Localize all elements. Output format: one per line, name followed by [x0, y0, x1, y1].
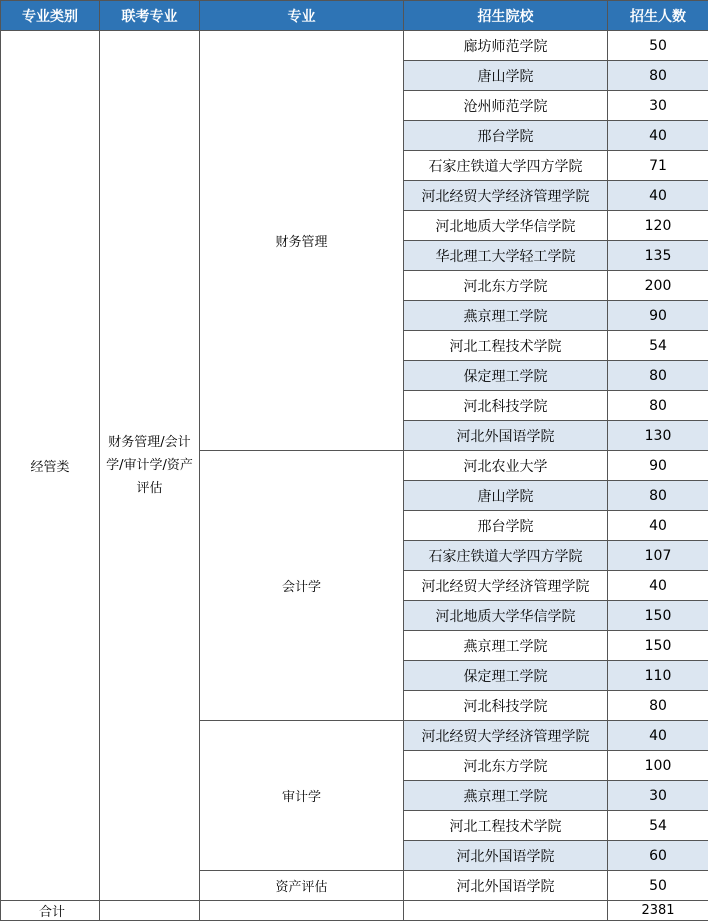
count-cell: 60: [608, 841, 708, 871]
major-cell: 资产评估: [200, 871, 404, 901]
school-cell: 河北外国语学院: [404, 841, 608, 871]
school-cell: 河北地质大学华信学院: [404, 601, 608, 631]
school-cell: 河北经贸大学经济管理学院: [404, 181, 608, 211]
header-exam-major: 联考专业: [100, 1, 200, 31]
total-row: [1, 901, 708, 921]
school-cell: 石家庄铁道大学四方学院: [404, 541, 608, 571]
school-cell: 邢台学院: [404, 511, 608, 541]
count-cell: 30: [608, 781, 708, 811]
school-cell: 华北理工大学轻工学院: [404, 241, 608, 271]
school-cell: 河北科技学院: [404, 391, 608, 421]
school-cell: 河北经贸大学经济管理学院: [404, 571, 608, 601]
school-cell: 燕京理工学院: [404, 301, 608, 331]
header-count: 招生人数: [608, 1, 708, 31]
major-cell: 财务管理: [200, 31, 404, 451]
total-empty-cell: [404, 901, 608, 921]
count-cell: 40: [608, 121, 708, 151]
count-cell: 50: [608, 31, 708, 61]
header-category: 专业类别: [1, 1, 100, 31]
school-cell: 廊坊师范学院: [404, 31, 608, 61]
count-cell: 54: [608, 331, 708, 361]
count-cell: 80: [608, 61, 708, 91]
major-cell: 审计学: [200, 721, 404, 871]
count-cell: 200: [608, 271, 708, 301]
school-cell: 邢台学院: [404, 121, 608, 151]
school-cell: 河北外国语学院: [404, 421, 608, 451]
school-cell: 河北东方学院: [404, 751, 608, 781]
exam-major-cell: [100, 31, 200, 901]
school-cell: 唐山学院: [404, 61, 608, 91]
count-cell: 80: [608, 481, 708, 511]
total-empty-cell: [200, 901, 404, 921]
count-cell: 40: [608, 181, 708, 211]
header-school: 招生院校: [404, 1, 608, 31]
school-cell: 河北科技学院: [404, 691, 608, 721]
count-cell: 40: [608, 571, 708, 601]
count-cell: 80: [608, 361, 708, 391]
count-cell: 50: [608, 871, 708, 901]
count-cell: 110: [608, 661, 708, 691]
count-cell: 30: [608, 91, 708, 121]
count-cell: 80: [608, 691, 708, 721]
school-cell: 燕京理工学院: [404, 631, 608, 661]
count-cell: 40: [608, 721, 708, 751]
category-cell: 经管类: [1, 31, 100, 901]
school-cell: 河北经贸大学经济管理学院: [404, 721, 608, 751]
count-cell: 107: [608, 541, 708, 571]
school-cell: 石家庄铁道大学四方学院: [404, 151, 608, 181]
count-cell: 80: [608, 391, 708, 421]
school-cell: 保定理工学院: [404, 661, 608, 691]
count-cell: 54: [608, 811, 708, 841]
school-cell: 河北外国语学院: [404, 871, 608, 901]
count-cell: 90: [608, 301, 708, 331]
school-cell: 沧州师范学院: [404, 91, 608, 121]
count-cell: 130: [608, 421, 708, 451]
school-cell: 河北地质大学华信学院: [404, 211, 608, 241]
count-cell: 120: [608, 211, 708, 241]
count-cell: 100: [608, 751, 708, 781]
header-major: 专业: [200, 1, 404, 31]
total-empty-cell: [100, 901, 200, 921]
header-row: [1, 1, 708, 31]
count-cell: 40: [608, 511, 708, 541]
count-cell: 135: [608, 241, 708, 271]
total-label: 合计: [1, 901, 100, 921]
table-row: [1, 31, 708, 61]
count-cell: 150: [608, 601, 708, 631]
school-cell: 河北农业大学: [404, 451, 608, 481]
school-cell: 河北工程技术学院: [404, 331, 608, 361]
school-cell: 保定理工学院: [404, 361, 608, 391]
major-cell: 会计学: [200, 451, 404, 721]
exam-major-text: 财务管理/会计学/审计学/资产评估: [106, 435, 193, 496]
school-cell: 燕京理工学院: [404, 781, 608, 811]
school-cell: 河北工程技术学院: [404, 811, 608, 841]
count-cell: 150: [608, 631, 708, 661]
total-count: 2381: [608, 901, 708, 921]
school-cell: 唐山学院: [404, 481, 608, 511]
count-cell: 90: [608, 451, 708, 481]
count-cell: 71: [608, 151, 708, 181]
school-cell: 河北东方学院: [404, 271, 608, 301]
